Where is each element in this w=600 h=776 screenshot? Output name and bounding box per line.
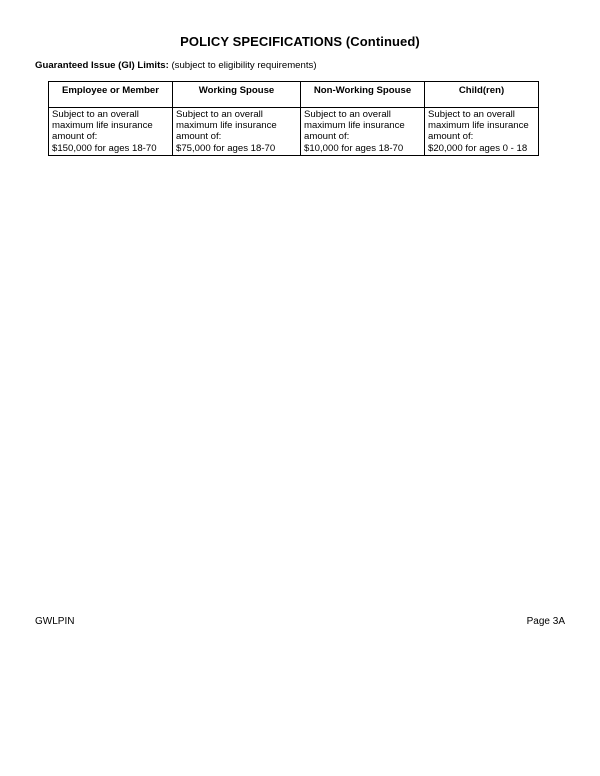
table-row: [49, 108, 539, 156]
table-header-row: [49, 82, 539, 108]
gi-limits-line: [35, 60, 317, 71]
cell-line: maximum life insurance: [304, 120, 405, 132]
cell-non-working-spouse: [301, 108, 425, 156]
page-title: POLICY SPECIFICATIONS (Continued): [180, 34, 420, 49]
cell-limit: $20,000 for ages 0 - 18: [428, 142, 528, 154]
cell-line: amount of:: [304, 131, 350, 143]
cell-line: maximum life insurance: [428, 120, 529, 132]
gi-limits-table: [48, 81, 539, 156]
header-children: Child(ren): [425, 82, 539, 108]
cell-limit: $150,000 for ages 18-70: [52, 142, 157, 154]
header-employee-or-member: Employee or Member: [49, 82, 173, 108]
header-non-working-spouse: Non-Working Spouse: [301, 82, 425, 108]
cell-line: maximum life insurance: [176, 120, 277, 132]
cell-line: amount of:: [52, 131, 98, 143]
cell-line: maximum life insurance: [52, 120, 153, 132]
cell-limit: $10,000 for ages 18-70: [304, 142, 404, 154]
cell-limit: $75,000 for ages 18-70: [176, 142, 276, 154]
cell-line: amount of:: [428, 131, 474, 143]
header-working-spouse: Working Spouse: [173, 82, 301, 108]
footer-form-code: GWLPIN: [35, 616, 75, 627]
cell-employee-or-member: [49, 108, 173, 156]
cell-line: Subject to an overall: [52, 109, 139, 120]
cell-line: Subject to an overall: [304, 109, 391, 120]
gi-limits-note: (subject to eligibility requirements): [171, 60, 317, 71]
cell-line: Subject to an overall: [176, 109, 263, 120]
cell-children: [425, 108, 539, 156]
gi-limits-label: Guaranteed Issue (GI) Limits:: [35, 60, 169, 71]
footer-page-number: Page 3A: [526, 616, 565, 627]
cell-line: Subject to an overall: [428, 109, 515, 120]
cell-line: amount of:: [176, 131, 222, 143]
cell-working-spouse: [173, 108, 301, 156]
